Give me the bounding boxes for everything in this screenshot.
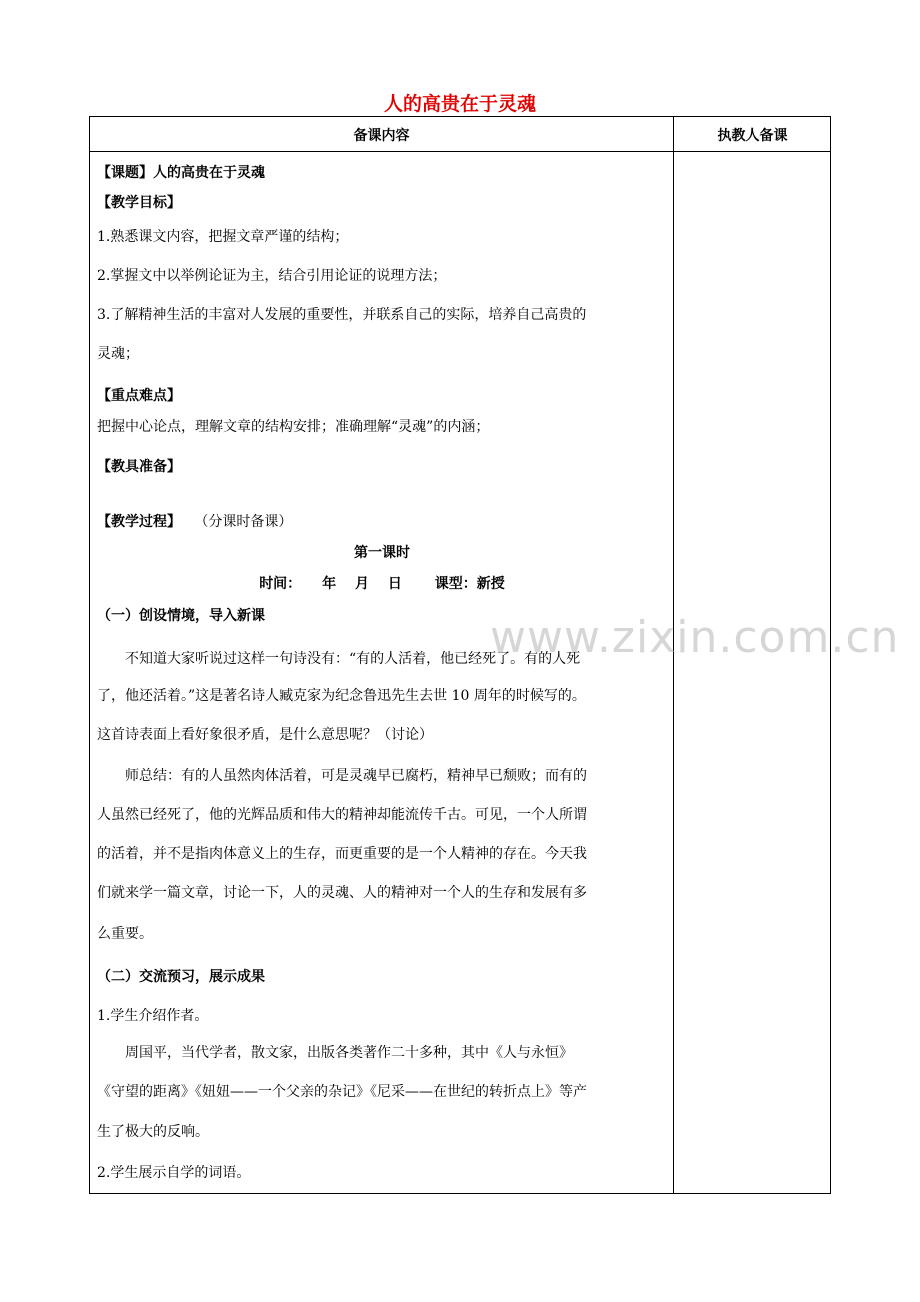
- para-1-line-1: 不知道大家听说过这样一句诗没有：“有的人活着，他已经死了。有的人死: [125, 651, 581, 667]
- section-1-heading: （一）创设情境，导入新课: [97, 608, 265, 624]
- time-and-type: 时间： 年 月 日 课型：新授: [259, 576, 505, 592]
- header-divider: [90, 151, 830, 152]
- objective-2: 2.掌握文中以举例论证为主，结合引用论证的说理方法；: [97, 268, 447, 284]
- header-teacher-notes: 执教人备课: [717, 128, 788, 144]
- lesson-period: 第一课时: [354, 545, 410, 561]
- objective-3-cont: 灵魂；: [97, 346, 139, 362]
- para-2-line-2: 人虽然已经死了，他的光辉品质和伟大的精神却能流传千古。可见，一个人所谓: [97, 807, 587, 823]
- process-heading: 【教学过程】: [97, 514, 181, 530]
- process-heading-line: [97, 511, 292, 531]
- key-points-text: 把握中心论点，理解文章的结构安排；准确理解“灵魂”的内涵；: [97, 419, 490, 435]
- author-line-1: 周国平，当代学者，散文家，出版各类著作二十多种，其中《人与永恒》: [125, 1045, 573, 1061]
- objective-3: 3.了解精神生活的丰富对人发展的重要性，并联系自己的实际，培养自己高贵的: [97, 307, 587, 323]
- para-2-line-4: 们就来学一篇文章，讨论一下，人的灵魂、人的精神对一个人的生存和发展有多: [97, 885, 587, 901]
- para-2-line-3: 的活着，并不是指肉体意义上的生存，而更重要的是一个人精神的存在。今天我: [97, 846, 587, 862]
- step-1: 1.学生介绍作者。: [97, 1008, 209, 1024]
- document-title: 人的高贵在于灵魂: [383, 93, 536, 115]
- watermark: www.zixin.com.cn: [490, 612, 900, 663]
- materials-heading: 【教具准备】: [97, 459, 181, 475]
- objective-1: 1.熟悉课文内容，把握文章严谨的结构；: [97, 229, 349, 245]
- para-1-line-2: 了，他还活着。”这是著名诗人臧克家为纪念鲁迅先生去世 10 周年的时候写的。: [97, 688, 586, 704]
- column-divider: [673, 117, 674, 1193]
- process-note: （分课时备课）: [194, 514, 293, 530]
- para-2-line-5: 么重要。: [97, 926, 153, 942]
- para-2-line-1: 师总结：有的人虽然肉体活着，可是灵魂早已腐朽，精神早已颓败；而有的: [125, 768, 587, 784]
- author-line-2: 《守望的距离》《妞妞——一个父亲的杂记》《尼采——在世纪的转折点上》等产: [97, 1084, 587, 1100]
- step-2: 2.学生展示自学的词语。: [97, 1165, 251, 1181]
- para-1-line-3: 这首诗表面上看好象很矛盾，是什么意思呢？（讨论）: [97, 727, 433, 743]
- author-line-3: 生了极大的反响。: [97, 1124, 209, 1140]
- key-points-heading: 【重点难点】: [97, 388, 181, 404]
- section-2-heading: （二）交流预习，展示成果: [97, 969, 265, 985]
- header-lesson-content: 备课内容: [353, 128, 410, 144]
- objectives-heading: 【教学目标】: [97, 195, 181, 211]
- topic-line: 【课题】人的高贵在于灵魂: [97, 165, 265, 181]
